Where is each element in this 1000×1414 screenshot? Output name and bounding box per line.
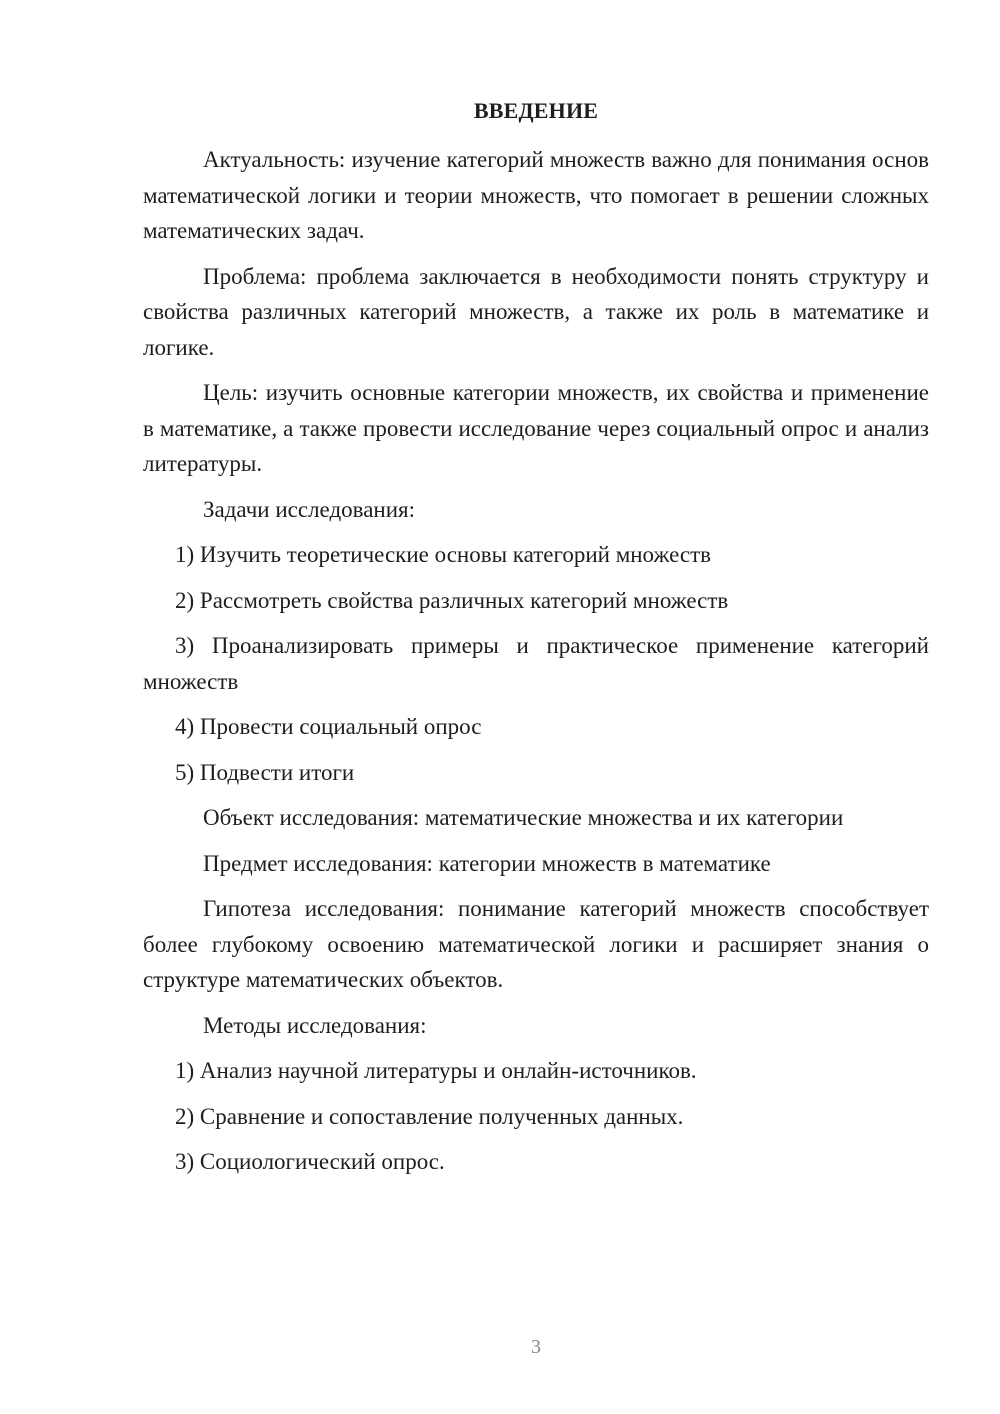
methods-heading: Методы исследования: [203, 1012, 427, 1038]
page-body [143, 142, 929, 1190]
goal-paragraph: Цель: изучить основные категории множеств, их свойства и применение в математике, а также провести исследование через социальный опрос и анализ литературы. [143, 380, 929, 476]
problem-paragraph: Проблема: проблема заключается в необходимости понять структуру и свойства различных категорий множеств, а также их роль в математике и логике. [143, 263, 929, 360]
object-paragraph: Объект исследования: математические множества и их категории [203, 805, 844, 830]
page-number: 3 [531, 1336, 541, 1358]
subject-paragraph: Предмет исследования: категории множеств в математике [203, 850, 771, 876]
task-item-1: 1) Изучить теоретические основы категорий множеств [175, 542, 711, 567]
relevance-paragraph: Актуальность: изучение категорий множеств важно для понимания основ математической логики и теории множеств, что помогает в решении сложных математических задач. [143, 147, 929, 243]
method-item-2: 2) Сравнение и сопоставление полученных данных. [175, 1103, 684, 1129]
method-item-3: 3) Социологический опрос. [175, 1149, 445, 1174]
page-title: ВВЕДЕНИЕ [473, 98, 599, 123]
tasks-heading: Задачи исследования: [203, 496, 416, 522]
task-item-2: 2) Рассмотреть свойства различных категорий множеств [175, 587, 729, 613]
method-item-1: 1) Анализ научной литературы и онлайн-источников. [175, 1058, 697, 1083]
task-item-3: 3) Проанализировать примеры и практическое применение категорий множеств [143, 633, 929, 694]
task-item-5: 5) Подвести итоги [175, 759, 355, 785]
hypothesis-paragraph: Гипотеза исследования: понимание категорий множеств способствует более глубокому освоению математической логики и расширяет знания о структуре математических объектов. [143, 896, 929, 992]
task-item-4: 4) Провести социальный опрос [175, 714, 482, 739]
